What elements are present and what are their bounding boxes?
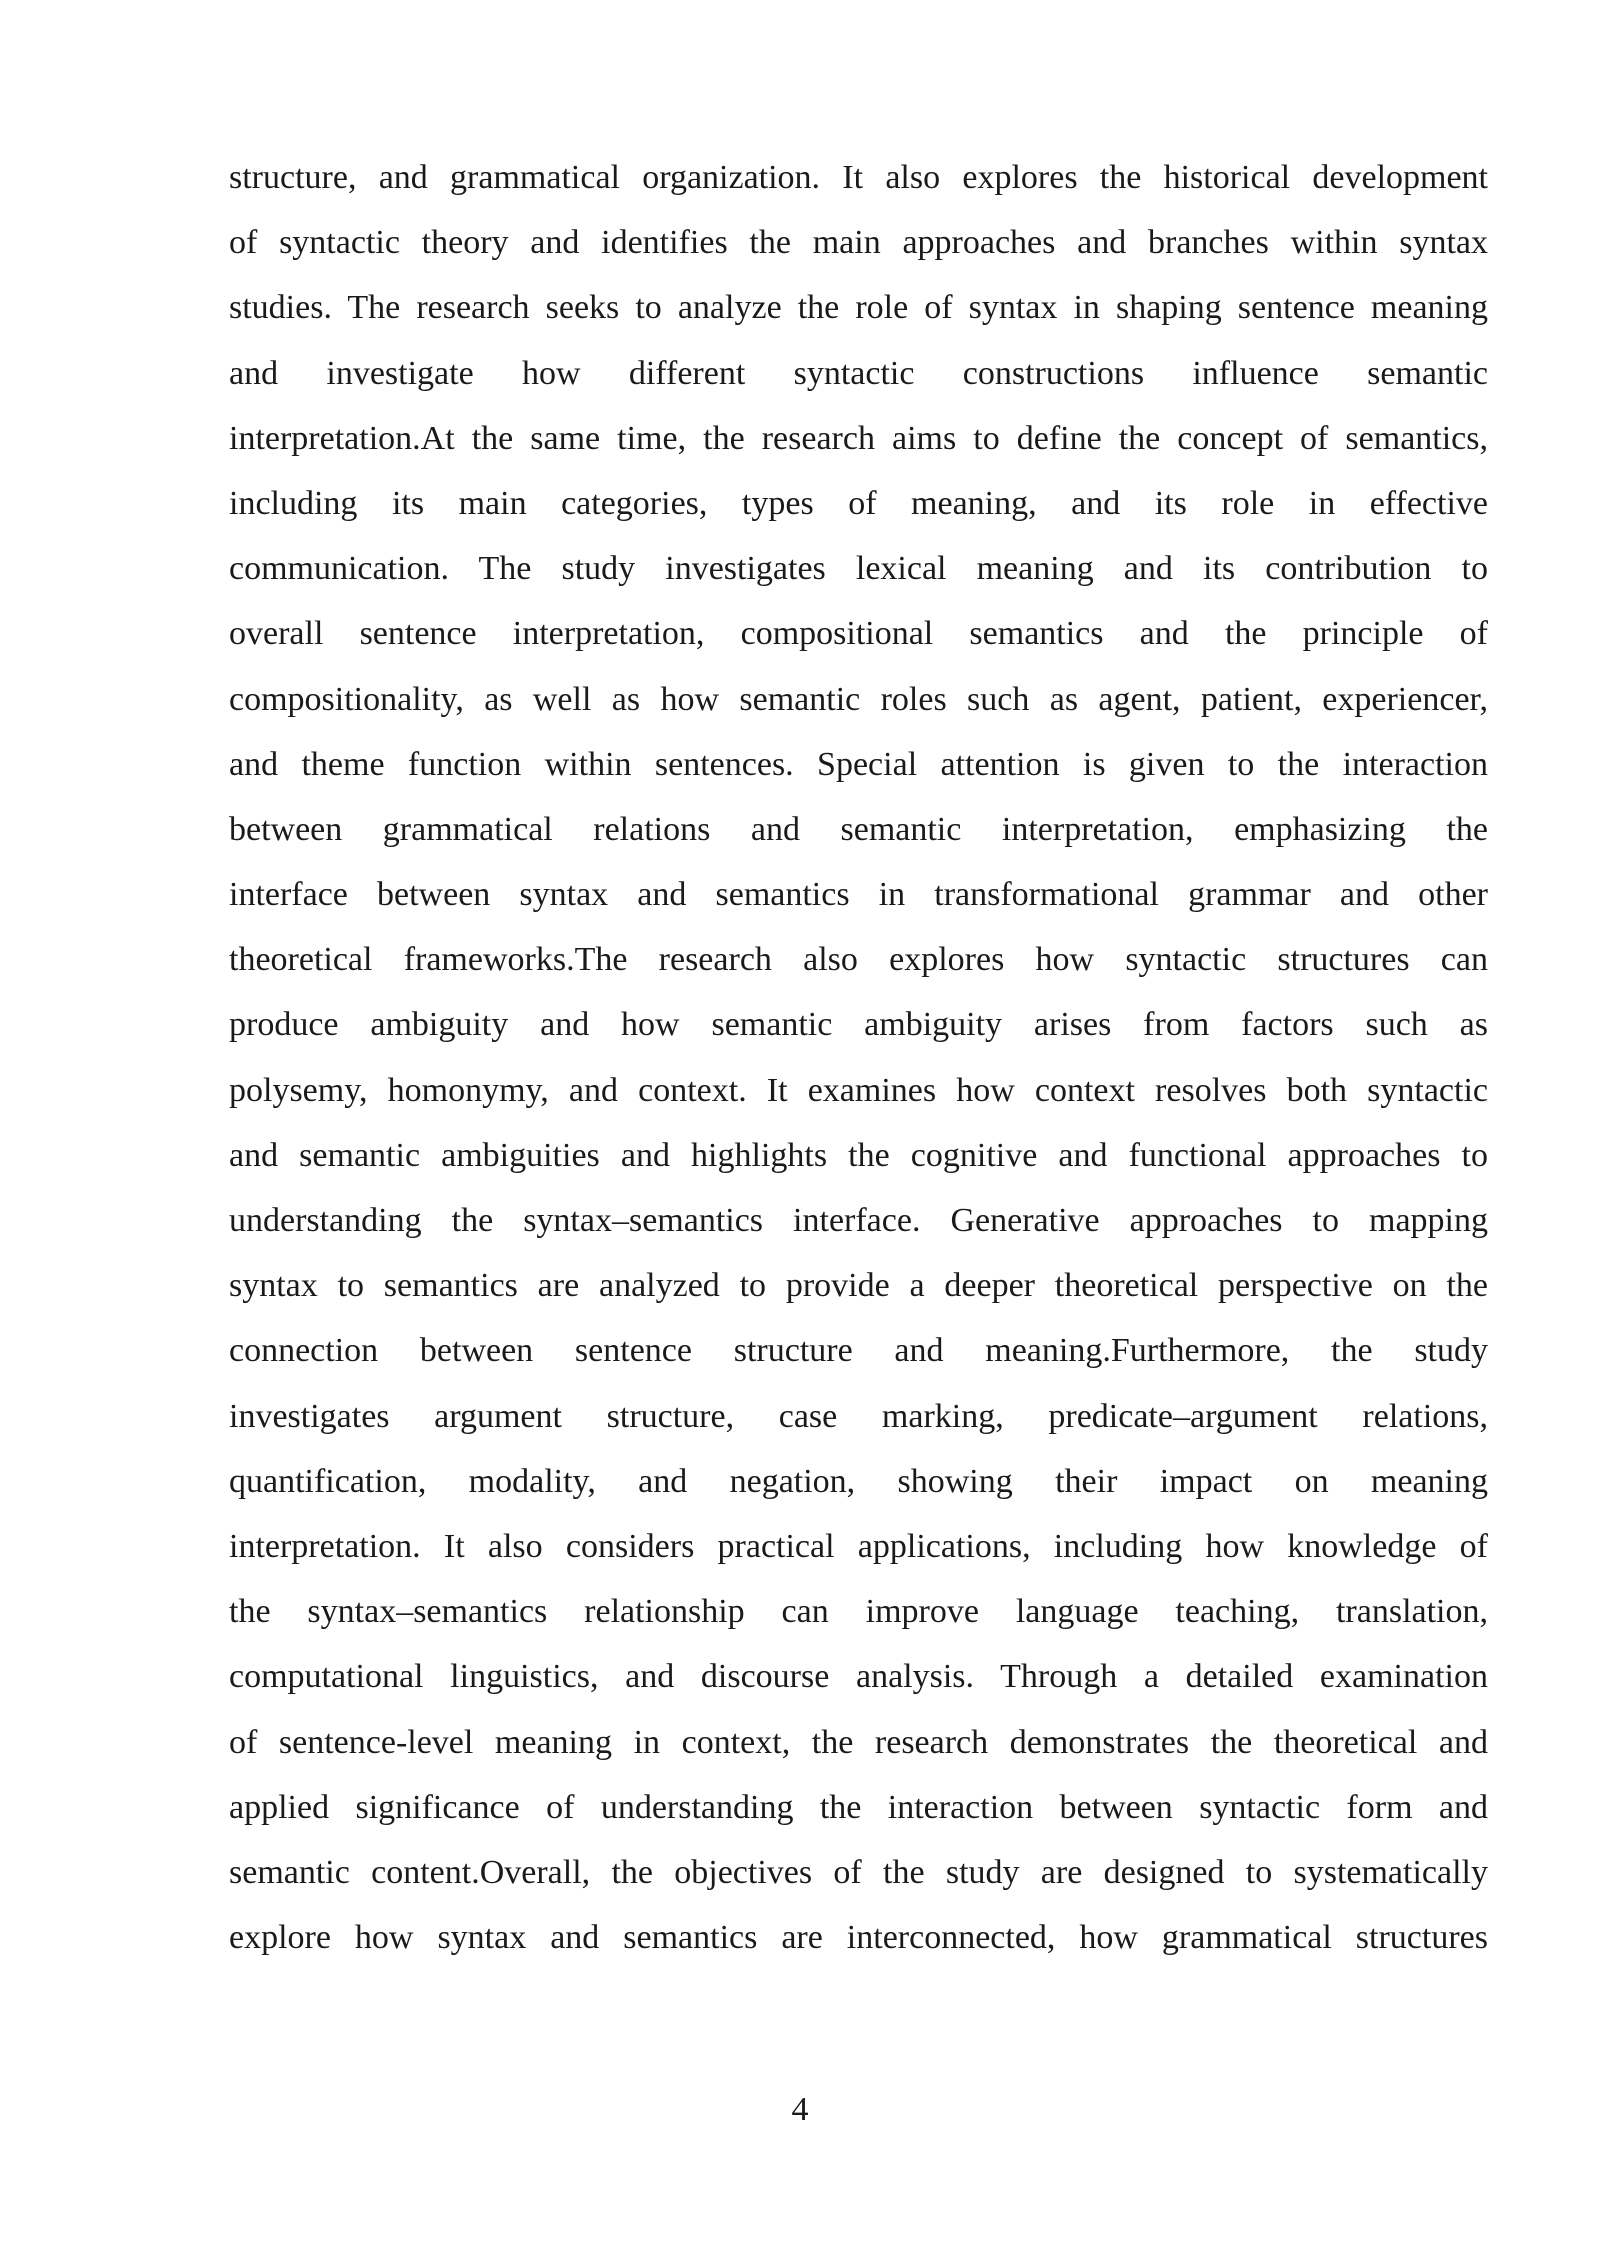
paragraph-line: of sentence-level meaning in context, the research demonstrates the theoretical and [229,1723,1488,1761]
paragraph-line: produce ambiguity and how semantic ambiguity arises from factors such as [229,1006,1488,1044]
paragraph-line: computational linguistics, and discourse analysis. Through a detailed examination [229,1658,1488,1696]
paragraph-line: and theme function within sentences. Special attention is given to the interaction [229,745,1488,783]
paragraph-line: connection between sentence structure and meaning.Furthermore, the study [229,1332,1488,1370]
paragraph-line: quantification, modality, and negation, showing their impact on meaning [229,1462,1488,1500]
paragraph-line: interpretation.At the same time, the research aims to define the concept of semantics, [229,419,1488,457]
body-paragraph [229,153,1488,1978]
paragraph-line: and investigate how different syntactic constructions influence semantic [229,354,1488,392]
paragraph-line: explore how syntax and semantics are interconnected, how grammatical structures [229,1919,1488,1957]
paragraph-line: understanding the syntax–semantics interface. Generative approaches to mapping [229,1202,1488,1239]
paragraph-line: interface between syntax and semantics in transformational grammar and other [229,876,1488,914]
paragraph-line: polysemy, homonymy, and context. It examines how context resolves both syntactic [229,1071,1488,1109]
paragraph-line: theoretical frameworks.The research also explores how syntactic structures can [229,941,1488,979]
paragraph-line: overall sentence interpretation, compositional semantics and the principle of [229,615,1488,653]
paragraph-line: compositionality, as well as how semantic roles such as agent, patient, experiencer, [229,680,1488,718]
paragraph-line: semantic content.Overall, the objectives of the study are designed to systematically [229,1853,1488,1891]
paragraph-line: interpretation. It also considers practical applications, including how knowledge of [229,1527,1488,1565]
paragraph-line: communication. The study investigates lexical meaning and its contribution to [229,550,1488,588]
paragraph-line: and semantic ambiguities and highlights the cognitive and functional approaches to [229,1136,1488,1174]
paragraph-line: the syntax–semantics relationship can improve language teaching, translation, [229,1593,1488,1631]
paragraph-line: investigates argument structure, case marking, predicate–argument relations, [229,1397,1488,1435]
paragraph-line: syntax to semantics are analyzed to provide a deeper theoretical perspective on the [229,1267,1488,1305]
paragraph-line: of syntactic theory and identifies the main approaches and branches within syntax [229,224,1488,262]
page-number: 4 [791,2091,809,2128]
paragraph-line: applied significance of understanding the interaction between syntactic form and [229,1788,1488,1826]
paragraph-line: studies. The research seeks to analyze the role of syntax in shaping sentence meaning [229,289,1488,327]
paragraph-line: including its main categories, types of meaning, and its role in effective [229,484,1488,522]
paragraph-line: structure, and grammatical organization. It also explores the historical development [229,159,1488,196]
paragraph-line: between grammatical relations and semantic interpretation, emphasizing the [229,810,1488,848]
